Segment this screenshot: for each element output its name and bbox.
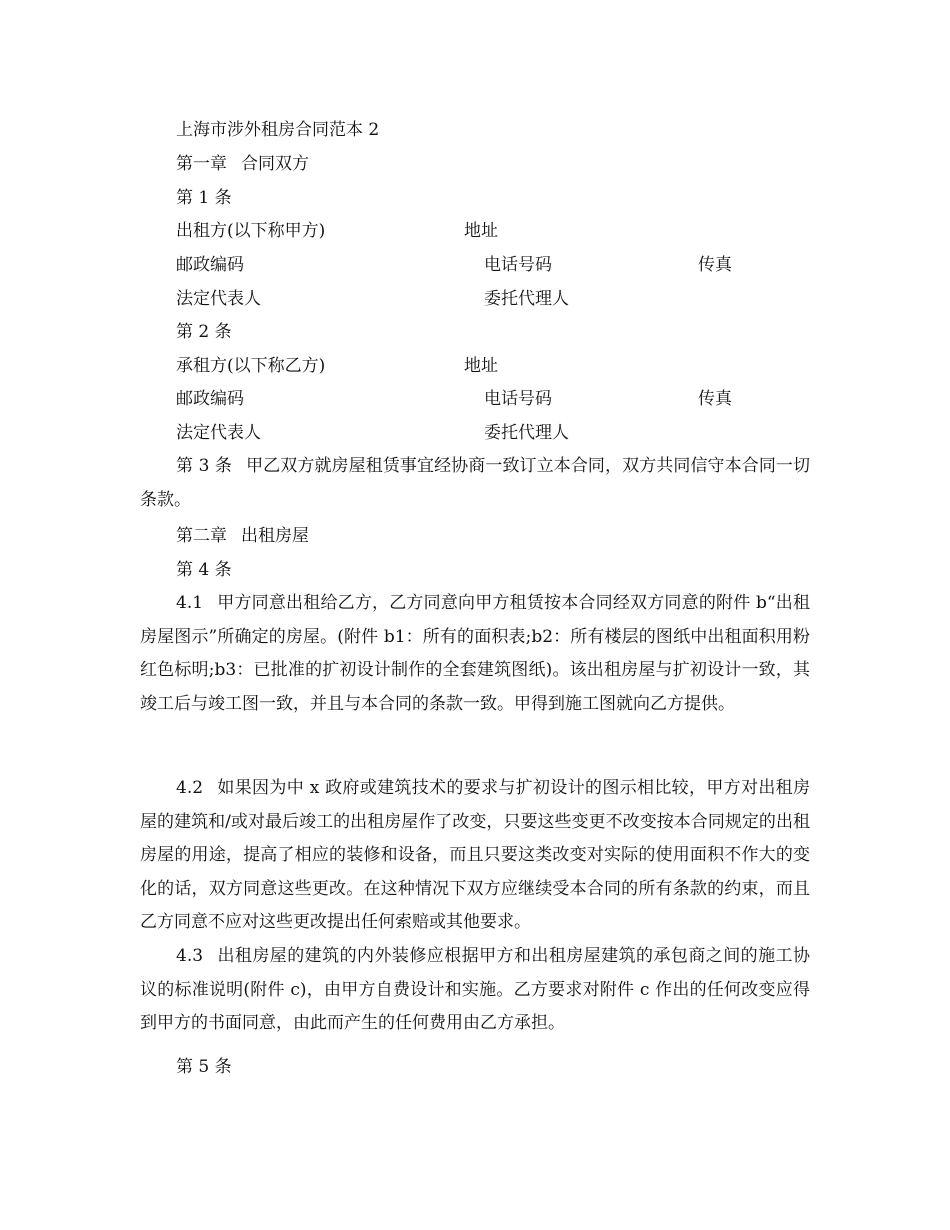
lessor-label: 出租方(以下称甲方): [176, 221, 326, 241]
lessee-postcode-label: 邮政编码: [176, 389, 244, 409]
lessee-address-label: 地址: [464, 356, 498, 376]
lessee-fax-label: 传真: [698, 389, 732, 409]
article-4-heading: 第 4 条: [176, 560, 232, 580]
chapter-1-number: 第一章: [176, 154, 227, 174]
article-3-number: 第 3 条: [176, 456, 232, 476]
article-3-paragraph: [140, 450, 810, 517]
lessor-fax-label: 传真: [698, 255, 732, 275]
chapter-1-heading: [176, 154, 309, 174]
lessor-legal-rep-label: 法定代表人: [176, 289, 261, 309]
lessee-agent-label: 委托代理人: [484, 423, 569, 443]
chapter-2-heading: [176, 526, 309, 546]
article-3-text: 甲乙双方就房屋租赁事宜经协商一致订立本合同，双方共同信守本合同一切条款。: [140, 456, 811, 510]
clause-4-1-number: 4.1: [176, 593, 204, 613]
clause-4-3-number: 4.3: [176, 946, 204, 966]
article-5-heading: 第 5 条: [176, 1057, 232, 1077]
chapter-2-number: 第二章: [176, 526, 227, 546]
document-title: 上海市涉外租房合同范本 2: [176, 120, 380, 140]
lessee-legal-rep-label: 法定代表人: [176, 423, 261, 443]
clause-4-2-number: 4.2: [176, 778, 204, 798]
clause-4-3-paragraph: [140, 940, 810, 1041]
lessor-phone-label: 电话号码: [484, 255, 552, 275]
clause-4-1-text: 甲方同意出租给乙方，乙方同意向甲方租赁按本合同经双方同意的附件 b“出租房屋图示”所确定的房屋。(附件 b1：所有的面积表;b2：所有楼层的图纸中出租面积用粉红色标明;b3：已批准的扩初设计制作的全套建筑图纸)。该出租房屋与扩初设计一致，其竣工后与竣工图一致，并且与本合同的条款一致。甲得到施工图就向乙方提供。: [140, 593, 810, 714]
chapter-1-title: 合同双方: [241, 154, 309, 174]
chapter-2-title: 出租房屋: [241, 526, 309, 546]
lessee-phone-label: 电话号码: [484, 389, 552, 409]
lessor-postcode-label: 邮政编码: [176, 255, 244, 275]
article-2-heading: 第 2 条: [176, 322, 232, 342]
clause-4-3-text: 出租房屋的建筑的内外装修应根据甲方和出租房屋建筑的承包商之间的施工协议的标准说明(附件 c)，由甲方自费设计和实施。乙方要求对附件 c 作出的任何改变应得到甲方的书面同意，由此而产生的任何费用由乙方承担。: [140, 946, 810, 1034]
lessor-agent-label: 委托代理人: [484, 289, 569, 309]
clause-4-2-text: 如果因为中 x 政府或建筑技术的要求与扩初设计的图示相比较，甲方对出租房屋的建筑和/或对最后竣工的出租房屋作了改变，只要这些变更不改变按本合同规定的出租房屋的用途，提高了相应的装修和设备，而且只要这类改变对实际的使用面积不作大的变化的话，双方同意这些更改。在这种情况下双方应继续受本合同的所有条款的约束，而且乙方同意不应对这些更改提出任何索赔或其他要求。: [140, 778, 810, 933]
clause-4-1-paragraph: [140, 587, 810, 721]
clause-4-2-paragraph: [140, 772, 810, 940]
lessee-label: 承租方(以下称乙方): [176, 356, 326, 376]
article-1-heading: 第 1 条: [176, 188, 232, 208]
lessor-address-label: 地址: [464, 221, 498, 241]
